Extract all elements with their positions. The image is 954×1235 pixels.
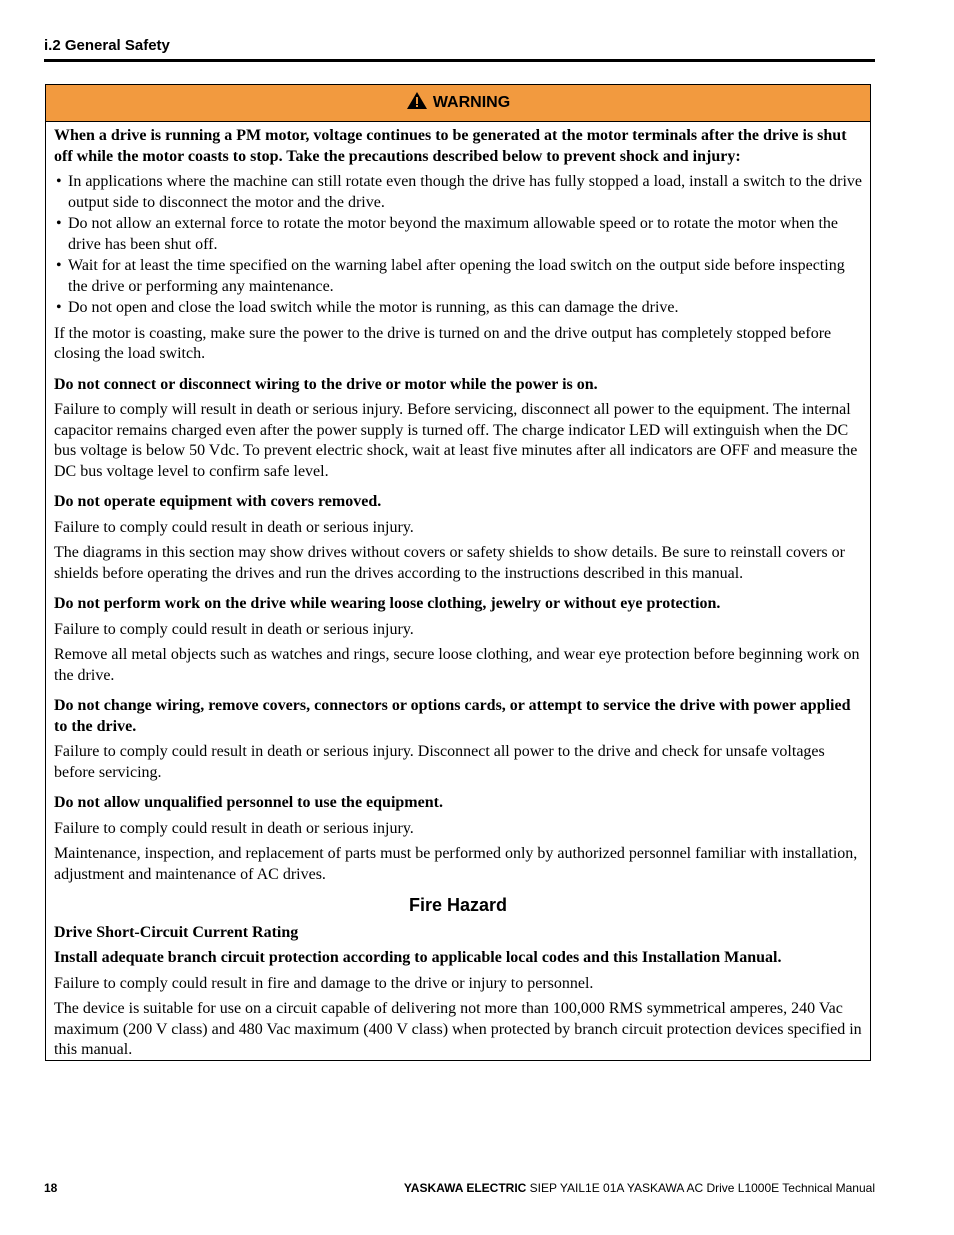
warning-content: [46, 122, 870, 1061]
clothing-heading: Do not perform work on the drive while wearing loose clothing, jewelry or without eye protection.: [54, 595, 721, 612]
personnel-heading: Do not allow unqualified personnel to use the equipment.: [54, 794, 443, 811]
header-rule: [44, 59, 875, 62]
fire-body-1: Failure to comply could result in fire and damage to the drive or injury to personnel.: [54, 974, 594, 992]
footer-brand: YASKAWA ELECTRIC: [403, 1181, 527, 1195]
list-item: • Wait for at least the time specified on the warning label after opening the load switch on the output side before inspecting the drive or performing any maintenance.: [54, 256, 862, 297]
footer-doc-title: SIEP YAIL1E 01A YASKAWA AC Drive L1000E Technical Manual: [526, 1181, 875, 1195]
service-heading: Do not change wiring, remove covers, connectors or options cards, or attempt to service the drive with power applied to the drive.: [54, 697, 851, 735]
page-number: 18: [44, 1181, 58, 1195]
pm-motor-bullets: [54, 172, 862, 319]
warning-label: WARNING: [432, 94, 511, 111]
warning-triangle-icon: [406, 91, 433, 115]
personnel-body-1: Failure to comply could result in death or serious injury.: [54, 819, 414, 837]
list-item: • Do not open and close the load switch while the motor is running, as this can damage the drive.: [54, 298, 862, 319]
covers-body-1: Failure to comply could result in death or serious injury.: [54, 518, 414, 536]
fire-subheading: Drive Short-Circuit Current Rating: [54, 923, 299, 941]
covers-heading: Do not operate equipment with covers removed.: [54, 493, 382, 510]
warning-box: [45, 84, 871, 1061]
clothing-body-1: Failure to comply could result in death or serious injury.: [54, 620, 414, 638]
covers-body-2: The diagrams in this section may show drives without covers or safety shields to show details. Be sure to reinstall covers or shields before operating the drives and run the drives according to the instructions described in this manual.: [54, 544, 845, 582]
list-item: • In applications where the machine can still rotate even though the drive has fully stopped a load, install a switch to the drive output side to disconnect the motor and the drive.: [54, 172, 862, 213]
section-header: i.2 General Safety: [44, 37, 170, 54]
fire-heading: Install adequate branch circuit protection according to applicable local codes and this Installation Manual.: [54, 949, 782, 966]
pm-motor-heading: When a drive is running a PM motor, voltage continues to be generated at the motor terminals after the drive is shut off while the motor coasts to stop. Take the precautions described below to prevent shock and injury:: [54, 127, 847, 165]
fire-body-2: The device is suitable for use on a circuit capable of delivering not more than 100,000 RMS symmetrical amperes, 240 Vac maximum (200 V class) and 480 Vac maximum (400 V class) when protected by branch circuit protection devices specified in this manual.: [54, 1000, 862, 1058]
wiring-heading: Do not connect or disconnect wiring to the drive or motor while the power is on.: [54, 375, 598, 393]
service-body: Failure to comply could result in death or serious injury. Disconnect all power to the drive and check for unsafe voltages before servicing.: [54, 743, 825, 781]
fire-hazard-title: Fire Hazard: [408, 895, 508, 915]
personnel-body-2: Maintenance, inspection, and replacement of parts must be performed only by authorized personnel familiar with installation, adjustment and maintenance of AC drives.: [54, 845, 858, 883]
warning-banner: [46, 85, 870, 122]
wiring-body: Failure to comply will result in death or serious injury. Before servicing, disconnect all power to the equipment. The internal capacitor remains charged even after the power supply is turned off. The charge indicator LED will extinguish when the DC bus voltage is below 50 Vdc. To prevent electric shock, wait at least five minutes after all indicators are OFF and measure the DC bus voltage level to confirm safe level.: [54, 401, 858, 480]
list-item: • Do not allow an external force to rotate the motor beyond the maximum allowable speed or to rotate the motor when the drive has been shut off.: [54, 214, 862, 255]
clothing-body-2: Remove all metal objects such as watches and rings, secure loose clothing, and wear eye protection before beginning work on the drive.: [54, 646, 860, 684]
footer-doc-info: [404, 1181, 875, 1195]
pm-motor-closing: If the motor is coasting, make sure the power to the drive is turned on and the drive output has completely stopped before closing the load switch.: [54, 324, 832, 362]
